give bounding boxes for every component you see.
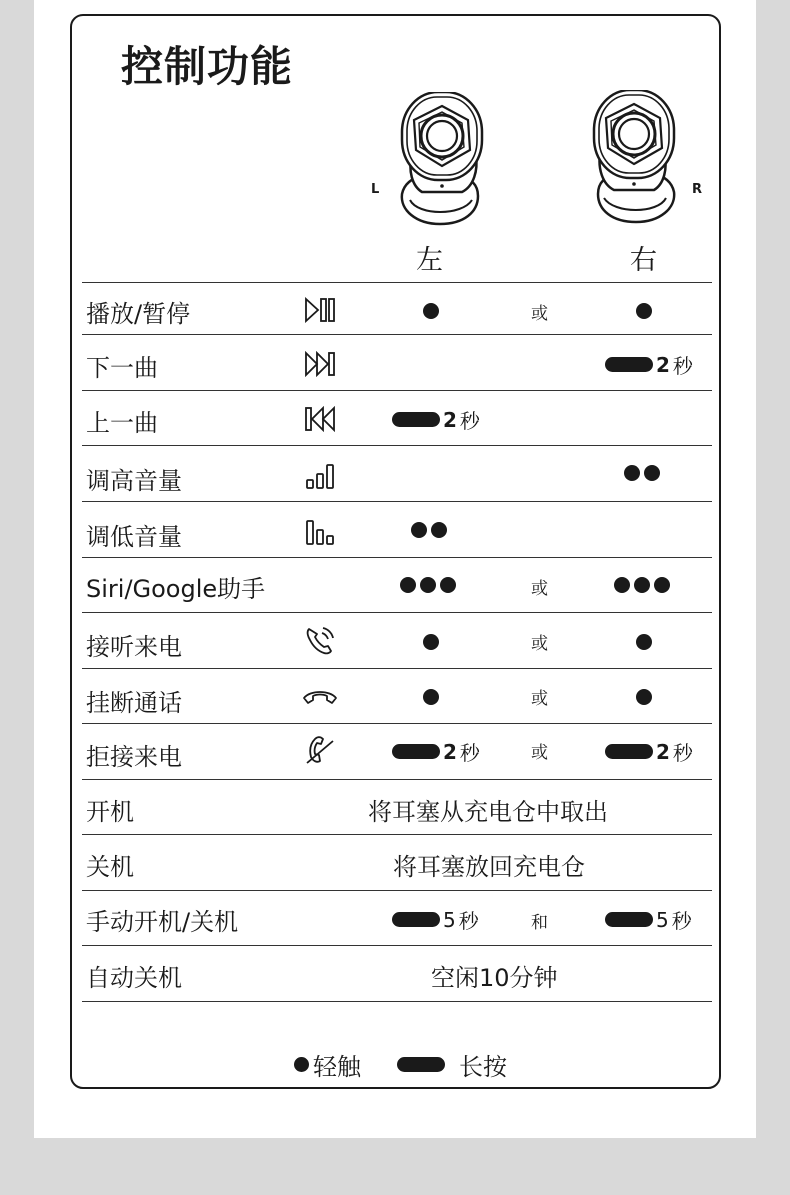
- divider: [82, 557, 712, 558]
- right-column-label: 右: [630, 245, 657, 276]
- connector-text: 或: [531, 634, 548, 654]
- function-label: 拒接来电: [86, 743, 182, 771]
- connector-text: 或: [531, 304, 548, 324]
- function-label: 接听来电: [86, 633, 182, 661]
- function-label: 下一曲: [86, 354, 158, 382]
- left-earbud-icon: [398, 92, 488, 232]
- divider: [82, 1001, 712, 1002]
- function-label: 播放/暂停: [86, 300, 191, 328]
- hold-legend-label: 长按: [459, 1053, 507, 1081]
- reject-call-icon: [303, 733, 337, 769]
- tap-marker-right: [636, 689, 652, 705]
- left-letter: L: [371, 182, 380, 197]
- hold-marker-left: 5 秒: [392, 905, 479, 934]
- page-title: 控制功能: [121, 42, 294, 91]
- next-track-icon: [304, 351, 336, 377]
- function-label: 自动关机: [86, 964, 182, 992]
- right-letter: R: [692, 182, 703, 197]
- connector-text: 和: [531, 913, 548, 933]
- double-tap-marker-right: [624, 465, 660, 481]
- divider: [82, 501, 712, 502]
- legend: [294, 1047, 507, 1082]
- divider: [82, 723, 712, 724]
- double-tap-marker-left: [411, 522, 447, 538]
- hold-marker-right: 2 秒: [605, 737, 693, 766]
- volume-up-icon: [305, 462, 335, 490]
- divider: [82, 334, 712, 335]
- divider: [82, 390, 712, 391]
- divider: [82, 890, 712, 891]
- instruction-text: 空闲10分钟: [431, 964, 558, 992]
- divider: [82, 612, 712, 613]
- triple-tap-marker-right: [614, 577, 670, 593]
- function-label: 挂断通话: [86, 689, 182, 717]
- triple-tap-marker-left: [400, 577, 456, 593]
- function-label: Siri/Google助手: [86, 575, 266, 603]
- tap-marker-left: [423, 689, 439, 705]
- function-label: 调低音量: [86, 523, 182, 551]
- tap-marker-left: [423, 303, 439, 319]
- phone-answer-icon: [304, 625, 336, 657]
- divider: [82, 945, 712, 946]
- divider: [82, 834, 712, 835]
- hold-marker-right: 2 秒: [605, 350, 693, 379]
- connector-text: 或: [531, 743, 548, 763]
- tap-legend-label: 轻触: [313, 1053, 361, 1081]
- play-pause-icon: [304, 297, 336, 323]
- divider: [82, 668, 712, 669]
- connector-text: 或: [531, 579, 548, 599]
- instruction-text: 将耳塞放回充电仓: [393, 853, 585, 881]
- instruction-text: 将耳塞从充电仓中取出: [368, 798, 608, 826]
- hold-marker-right: 5 秒: [605, 905, 692, 934]
- divider: [82, 779, 712, 780]
- function-label: 调高音量: [86, 467, 182, 495]
- divider: [82, 445, 712, 446]
- hold-legend-icon: [397, 1057, 445, 1072]
- previous-track-icon: [304, 406, 336, 432]
- tap-marker-right: [636, 303, 652, 319]
- hang-up-icon: [301, 686, 339, 706]
- function-label: 手动开机/关机: [86, 908, 239, 936]
- right-earbud-icon: [590, 90, 680, 230]
- hold-marker-left: 2 秒: [392, 737, 480, 766]
- connector-text: 或: [531, 689, 548, 709]
- function-label: 关机: [86, 853, 134, 881]
- function-label: 开机: [86, 798, 134, 826]
- tap-marker-left: [423, 634, 439, 650]
- divider: [82, 282, 712, 283]
- function-label: 上一曲: [86, 409, 158, 437]
- hold-marker-left: 2 秒: [392, 405, 480, 434]
- tap-legend-icon: [294, 1057, 309, 1072]
- left-column-label: 左: [416, 245, 443, 276]
- volume-down-icon: [305, 518, 335, 546]
- tap-marker-right: [636, 634, 652, 650]
